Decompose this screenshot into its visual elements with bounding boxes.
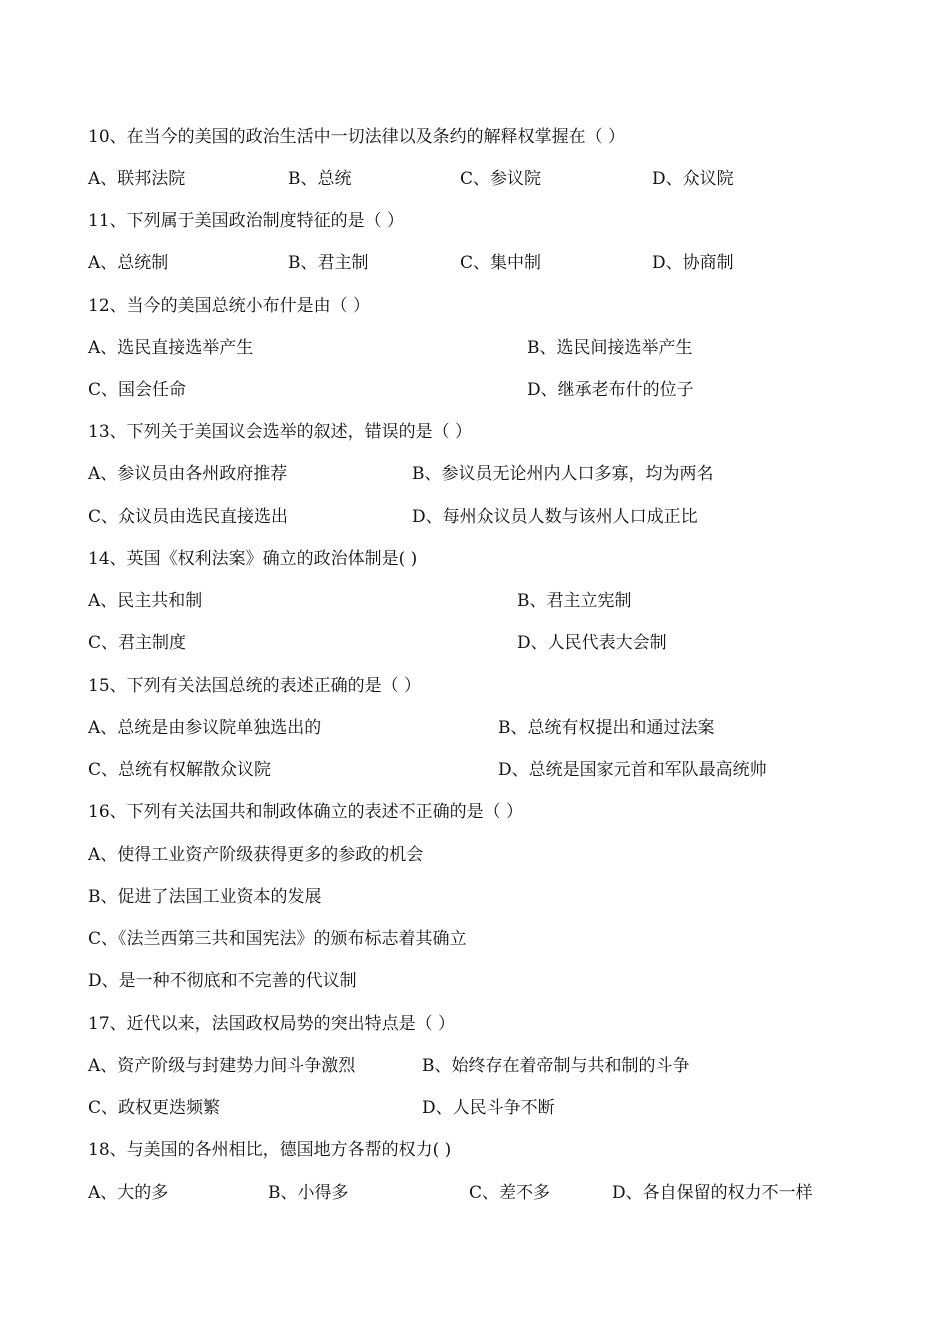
q15-option-b: B、总统有权提出和通过法案 (498, 718, 715, 738)
q14-option-c: C、君主制度 (88, 633, 187, 653)
q18-option-a: A、大的多 (88, 1183, 169, 1203)
q10-option-c: C、参议院 (460, 169, 542, 189)
q13-option-d: D、每州众议员人数与该州人口成正比 (412, 507, 698, 527)
question-15: 15、下列有关法国总统的表述正确的是（ ） (88, 676, 422, 696)
question-12: 12、当今的美国总统小布什是由（ ） (88, 296, 371, 316)
question-18: 18、与美国的各州相比，德国地方各帮的权力( ) (88, 1140, 452, 1160)
q16-option-c: C、《法兰西第三共和国宪法》的颁布标志着其确立 (88, 929, 467, 949)
q15-option-d: D、总统是国家元首和军队最高统帅 (498, 760, 767, 780)
q17-option-c: C、政权更迭频繁 (88, 1098, 221, 1118)
q14-option-b: B、君主立宪制 (517, 591, 632, 611)
q18-option-d: D、各自保留的权力不一样 (612, 1183, 813, 1203)
question-16: 16、下列有关法国共和制政体确立的表述不正确的是（ ） (88, 802, 524, 822)
q16-option-b: B、促进了法国工业资本的发展 (88, 887, 322, 907)
q16-option-d: D、是一种不彻底和不完善的代议制 (88, 971, 357, 991)
q10-option-a: A、联邦法院 (88, 169, 186, 189)
q17-option-d: D、人民斗争不断 (422, 1098, 555, 1118)
q12-option-d: D、继承老布什的位子 (527, 380, 694, 400)
question-17: 17、近代以来，法国政权局势的突出特点是（ ） (88, 1014, 456, 1034)
q13-option-a: A、参议员由各州政府推荐 (88, 464, 288, 484)
q14-option-d: D、人民代表大会制 (517, 633, 667, 653)
q12-option-b: B、选民间接选举产生 (527, 338, 693, 358)
q13-option-b: B、参议员无论州内人口多寡，均为两名 (412, 464, 714, 484)
q18-option-b: B、小得多 (268, 1183, 349, 1203)
q11-option-d: D、协商制 (652, 253, 734, 273)
q17-option-a: A、资产阶级与封建势力间斗争激烈 (88, 1056, 356, 1076)
q11-option-a: A、总统制 (88, 253, 169, 273)
q10-option-d: D、众议院 (652, 169, 734, 189)
q17-option-b: B、始终存在着帝制与共和制的斗争 (422, 1056, 690, 1076)
question-13: 13、下列关于美国议会选举的叙述，错误的是（ ） (88, 422, 473, 442)
q18-option-c: C、差不多 (469, 1183, 551, 1203)
q11-option-c: C、集中制 (460, 253, 542, 273)
q10-option-b: B、总统 (288, 169, 352, 189)
q11-option-b: B、君主制 (288, 253, 369, 273)
q14-option-a: A、民主共和制 (88, 591, 203, 611)
q12-option-c: C、国会任命 (88, 380, 187, 400)
question-14: 14、英国《权利法案》确立的政治体制是( ) (88, 549, 418, 569)
q15-option-c: C、总统有权解散众议院 (88, 760, 272, 780)
q16-option-a: A、使得工业资产阶级获得更多的参政的机会 (88, 845, 424, 865)
q13-option-c: C、众议员由选民直接选出 (88, 507, 289, 527)
question-11: 11、下列属于美国政治制度特征的是（ ） (88, 211, 405, 231)
question-10: 10、在当今的美国的政治生活中一切法律以及条约的解释权掌握在（ ） (88, 127, 626, 147)
q12-option-a: A、选民直接选举产生 (88, 338, 254, 358)
q15-option-a: A、总统是由参议院单独选出的 (88, 718, 322, 738)
